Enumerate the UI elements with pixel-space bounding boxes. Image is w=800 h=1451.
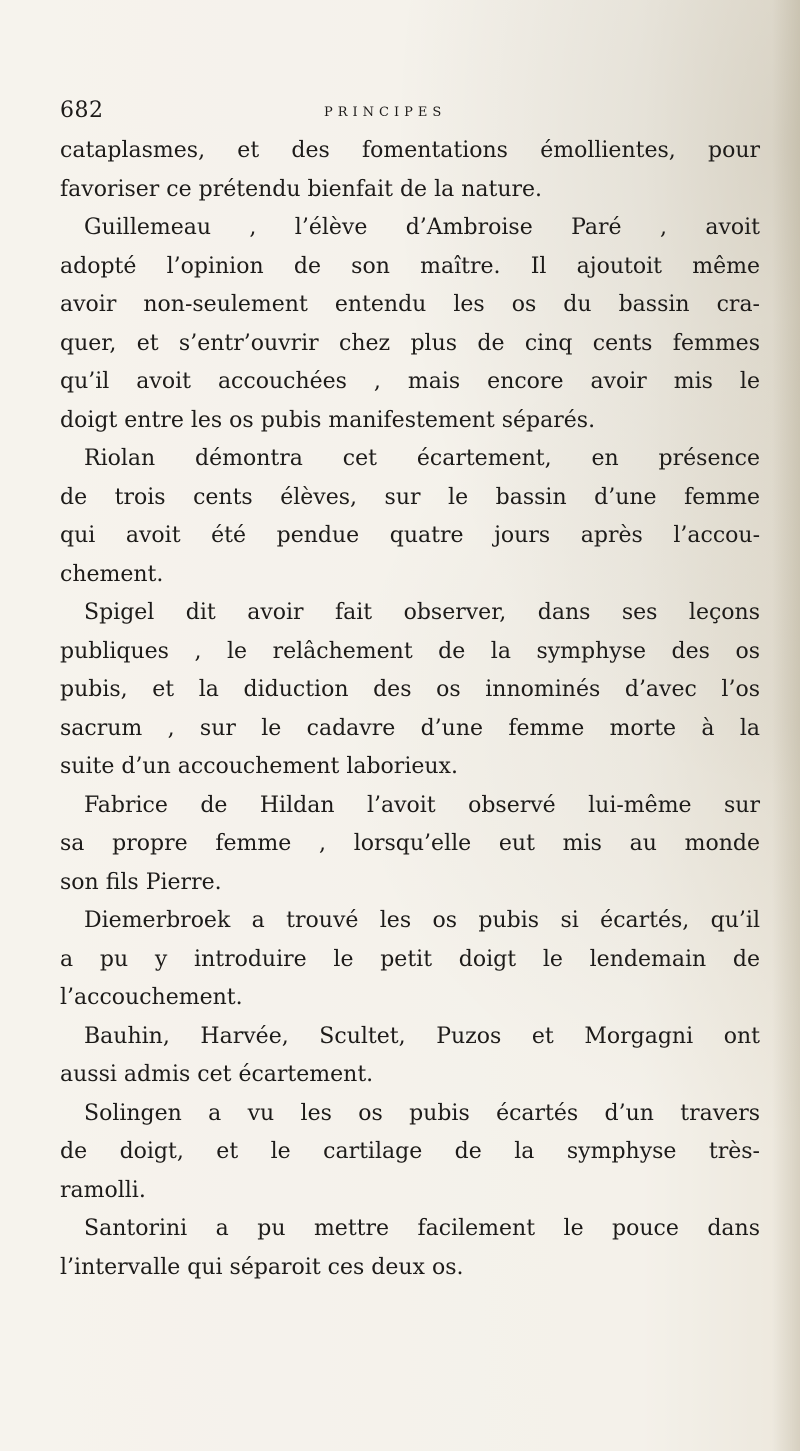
text-line: Riolan démontra cet écartement, en présence <box>84 446 760 471</box>
text-line: avoir non-seulement entendu les os du bassin cra- <box>60 292 760 317</box>
text-line: Spigel dit avoir fait observer, dans ses leçons <box>84 600 760 625</box>
text-line: publiques , le relâchement de la symphyse des os <box>60 638 760 664</box>
text-line: de trois cents élèves, sur le bassin d’une femme <box>60 484 760 510</box>
text-line: cataplasmes, et des fomentations émollientes, pour <box>60 138 760 163</box>
text-line: sacrum , sur le cadavre d’une femme morte à la <box>60 715 760 741</box>
text-line: Solingen a vu les os pubis écartés d’un travers <box>84 1100 760 1126</box>
text-line: Fabrice de Hildan l’avoit observé lui-même sur <box>84 792 760 818</box>
text-line: adopté l’opinion de son maître. Il ajoutoit même <box>60 253 760 279</box>
text-line: favoriser ce prétendu bienfait de la nature. <box>60 176 543 202</box>
text-line: l’intervalle qui séparoit ces deux os. <box>60 1254 464 1280</box>
page-edge-shadow <box>772 0 800 1451</box>
text-line: son fils Pierre. <box>60 869 222 895</box>
text-line: aussi admis cet écartement. <box>60 1062 374 1087</box>
text-line: Santorini a pu mettre facilement le pouce dans <box>84 1216 760 1241</box>
text-line: sa propre femme , lorsqu’elle eut mis au monde <box>60 831 760 856</box>
text-line: Guillemeau , l’élève d’Ambroise Paré , avoit <box>84 215 760 240</box>
text-line: qu’il avoit accouchées , mais encore avoir mis le <box>60 369 760 394</box>
text-line: l’accouchement. <box>60 985 243 1010</box>
text-line: de doigt, et le cartilage de la symphyse très- <box>60 1139 760 1164</box>
text-line: a pu y introduire le petit doigt le lendemain de <box>60 946 760 972</box>
text-line: pubis, et la diduction des os innominés d’avec l’os <box>60 677 760 702</box>
page-header <box>60 98 760 128</box>
text-line: Diemerbroek a trouvé les os pubis si écartés, qu’il <box>84 908 760 933</box>
text-line: quer, et s’entr’ouvrir chez plus de cinq cents femmes <box>60 330 760 356</box>
body-text <box>60 132 760 1287</box>
text-line: ramolli. <box>60 1177 146 1203</box>
text-line: suite d’un accouchement laborieux. <box>60 754 458 779</box>
running-head: PRINCIPES <box>324 105 447 120</box>
text-line: qui avoit été pendue quatre jours après l’accou- <box>60 523 760 548</box>
text-line: Bauhin, Harvée, Scultet, Puzos et Morgagni ont <box>84 1023 760 1049</box>
text-line: doigt entre les os pubis manifestement séparés. <box>60 407 596 433</box>
text-line: chement. <box>60 561 164 587</box>
page-number: 682 <box>60 98 104 123</box>
